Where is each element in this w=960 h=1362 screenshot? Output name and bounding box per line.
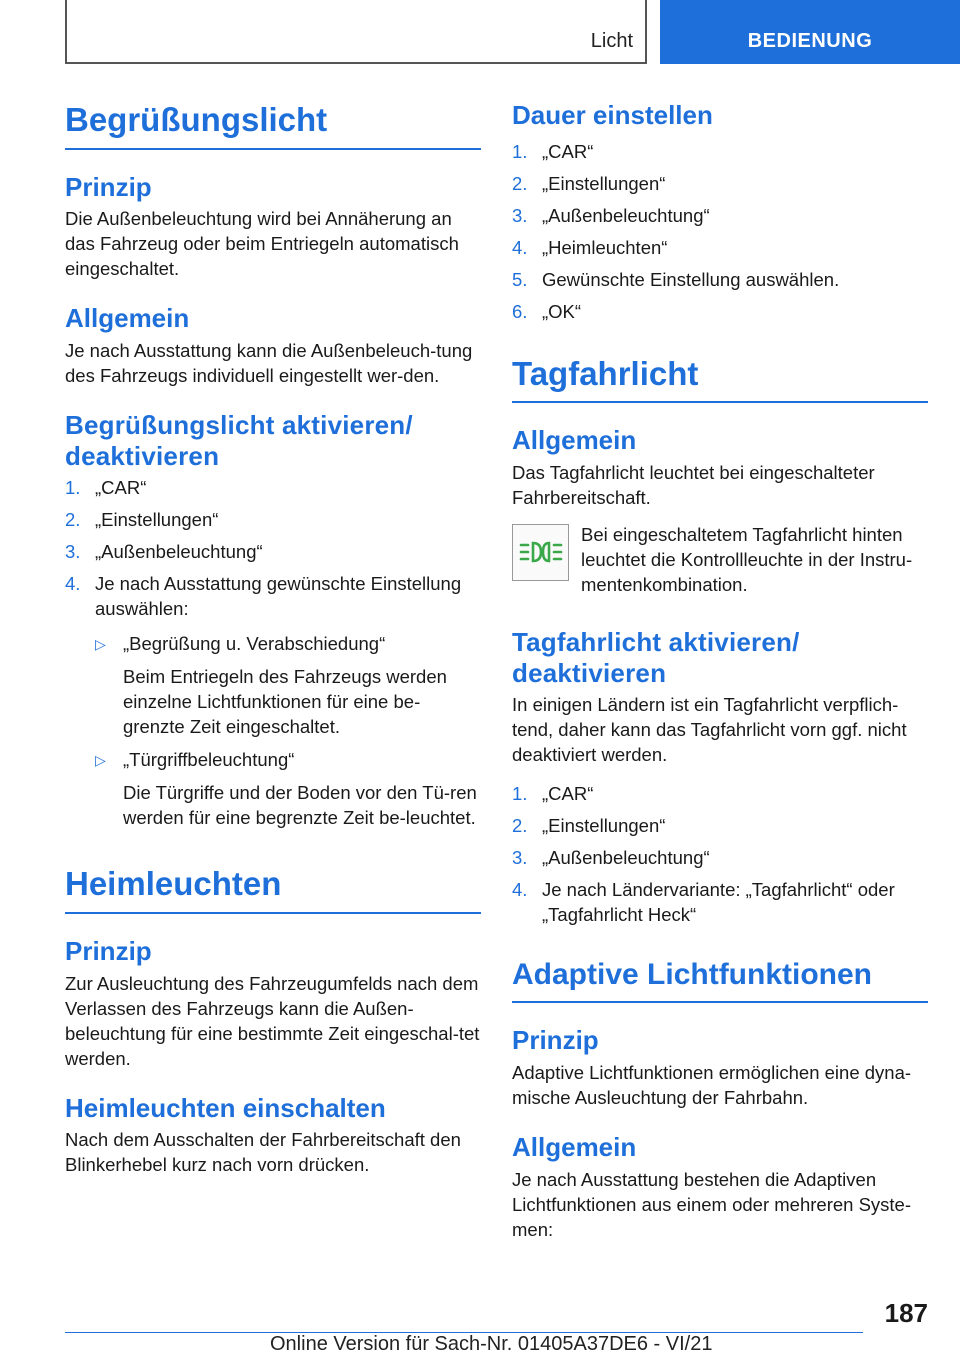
left-column xyxy=(65,100,481,1199)
list-item xyxy=(65,507,481,532)
step-number: 2. xyxy=(65,509,81,531)
sub-list xyxy=(95,631,481,830)
paragraph-allgemein-2: Das Tagfahrlicht leuchtet bei eingeschalteter Fahrbereitschaft. xyxy=(512,461,875,508)
paragraph-allgemein: Je nach Ausstattung kann die Außenbeleuch-tung des Fahrzeugs individuell eingestellt wer-den. xyxy=(65,339,473,386)
list-item xyxy=(512,781,928,806)
triangle-bullet-icon: ▷ xyxy=(95,636,106,653)
step-number: 2. xyxy=(512,815,528,837)
sub-item xyxy=(95,747,481,830)
paragraph-tag-aktivieren: In einigen Ländern ist ein Tagfahrlicht verpflich-tend, daher kann das Tagfahrlicht vorn ggf. nicht deaktiviert werden. xyxy=(512,694,907,766)
step-number: 3. xyxy=(65,541,81,563)
step-text: „CAR“ xyxy=(95,477,147,499)
header-title: Licht xyxy=(590,30,633,52)
header-frame xyxy=(65,0,647,64)
heading-begruessungslicht: Begrüßungslicht xyxy=(65,100,481,150)
step-text: „CAR“ xyxy=(542,783,594,805)
step-number: 6. xyxy=(512,300,528,322)
right-column xyxy=(512,100,928,1264)
heading-tagfahrlicht: Tagfahrlicht xyxy=(512,354,928,404)
paragraph-prinzip-3: Adaptive Lichtfunktionen ermöglichen eine dyna-mische Ausleuchtung der Fahrbahn. xyxy=(512,1061,912,1108)
note-text: Bei eingeschaltetem Tagfahrlicht hinten leuchtet die Kontrollleuchte in der Instru-mentenkombination. xyxy=(581,523,913,595)
heading-tag-aktivieren: Tagfahrlicht aktivieren/ deaktivieren xyxy=(512,626,800,688)
sub-item xyxy=(95,631,481,739)
paragraph-prinzip-2: Zur Ausleuchtung des Fahrzeugumfelds nach dem Verlassen des Fahrzeugs kann die Außen-beleuchtung für eine bestimmte Zeit eingeschal-tet werden. xyxy=(65,972,480,1069)
heading-dauer: Dauer einstellen xyxy=(512,100,713,130)
heading-adaptive: Adaptive Lichtfunktionen xyxy=(512,957,928,1003)
list-item xyxy=(512,845,928,870)
step-number: 3. xyxy=(512,204,528,226)
triangle-bullet-icon: ▷ xyxy=(95,752,106,769)
step-text: „Heimleuchten“ xyxy=(542,236,668,258)
heading-prinzip-2: Prinzip xyxy=(65,935,152,966)
list-item xyxy=(65,539,481,564)
heading-allgemein-3: Allgemein xyxy=(512,1131,637,1162)
step-number: 4. xyxy=(65,573,81,595)
paragraph-allgemein-3: Je nach Ausstattung bestehen die Adaptiven Lichtfunktionen aus einem oder mehreren Syste-men: xyxy=(512,1168,911,1240)
step-number: 3. xyxy=(512,847,528,869)
step-text: „Einstellungen“ xyxy=(542,815,666,837)
paragraph-einschalten: Nach dem Ausschalten der Fahrbereitschaft den Blinkerhebel kurz nach vorn drücken. xyxy=(65,1129,461,1176)
step-text: „Außenbeleuchtung“ xyxy=(542,847,710,869)
paragraph-prinzip: Die Außenbeleuchtung wird bei Annäherung an das Fahrzeug oder beim Entriegeln automatisch eingeschaltet. xyxy=(65,208,459,280)
list-item xyxy=(65,475,481,500)
sub-item-title: „Türgriffbeleuchtung“ xyxy=(123,749,295,771)
heading-prinzip-3: Prinzip xyxy=(512,1025,599,1056)
list-item xyxy=(512,171,928,196)
step-text: Je nach Ländervariante: „Tagfahrlicht“ oder „Tagfahrlicht Heck“ xyxy=(542,879,895,926)
step-number: 1. xyxy=(65,477,81,499)
heading-allgemein-2: Allgemein xyxy=(512,425,637,456)
steps-list xyxy=(65,475,481,830)
heading-einschalten: Heimleuchten einschalten xyxy=(65,1092,386,1123)
step-text: „Außenbeleuchtung“ xyxy=(542,204,710,226)
dauer-steps xyxy=(512,139,928,324)
list-item xyxy=(512,877,928,927)
list-item xyxy=(512,267,928,292)
step-text: „Außenbeleuchtung“ xyxy=(95,541,263,563)
step-text: „Einstellungen“ xyxy=(95,509,219,531)
sub-item-title: „Begrüßung u. Verabschiedung“ xyxy=(123,633,386,655)
step-number: 1. xyxy=(512,783,528,805)
list-item xyxy=(65,571,481,830)
page-number: 187 xyxy=(884,1298,928,1328)
footer-text: Online Version für Sach-Nr. 01405A37DE6 - VI/21 xyxy=(270,1333,713,1355)
step-number: 5. xyxy=(512,268,528,290)
tag-steps xyxy=(512,781,928,927)
step-text: Gewünschte Einstellung auswählen. xyxy=(542,268,840,290)
step-number: 4. xyxy=(512,879,528,901)
step-text: „Einstellungen“ xyxy=(542,172,666,194)
list-item xyxy=(512,139,928,164)
heading-aktivieren: Begrüßungslicht aktivieren/ deaktivieren xyxy=(65,409,413,471)
step-number: 2. xyxy=(512,172,528,194)
step-number: 1. xyxy=(512,140,528,162)
sub-item-desc: Die Türgriffe und der Boden vor den Tü-ren werden für eine begrenzte Zeit be-leuchtet. xyxy=(123,782,477,829)
heading-allgemein: Allgemein xyxy=(65,303,190,334)
section-tab[interactable]: BEDIENUNG xyxy=(660,0,960,64)
step-number: 4. xyxy=(512,236,528,258)
heading-prinzip: Prinzip xyxy=(65,171,152,202)
list-item xyxy=(512,299,928,324)
daytime-running-light-indicator-icon xyxy=(512,524,569,581)
list-item xyxy=(512,203,928,228)
list-item xyxy=(512,813,928,838)
step-text: „CAR“ xyxy=(542,140,594,162)
list-item xyxy=(512,235,928,260)
step-text: „OK“ xyxy=(542,300,582,322)
sub-item-desc: Beim Entriegeln des Fahrzeugs werden einzelne Lichtfunktionen für eine be-grenzte Zeit eingeschaltet. xyxy=(123,666,447,738)
heading-heimleuchten: Heimleuchten xyxy=(65,864,481,914)
indicator-note xyxy=(512,522,928,597)
step-text: Je nach Ausstattung gewünschte Einstellung auswählen: xyxy=(95,573,462,620)
